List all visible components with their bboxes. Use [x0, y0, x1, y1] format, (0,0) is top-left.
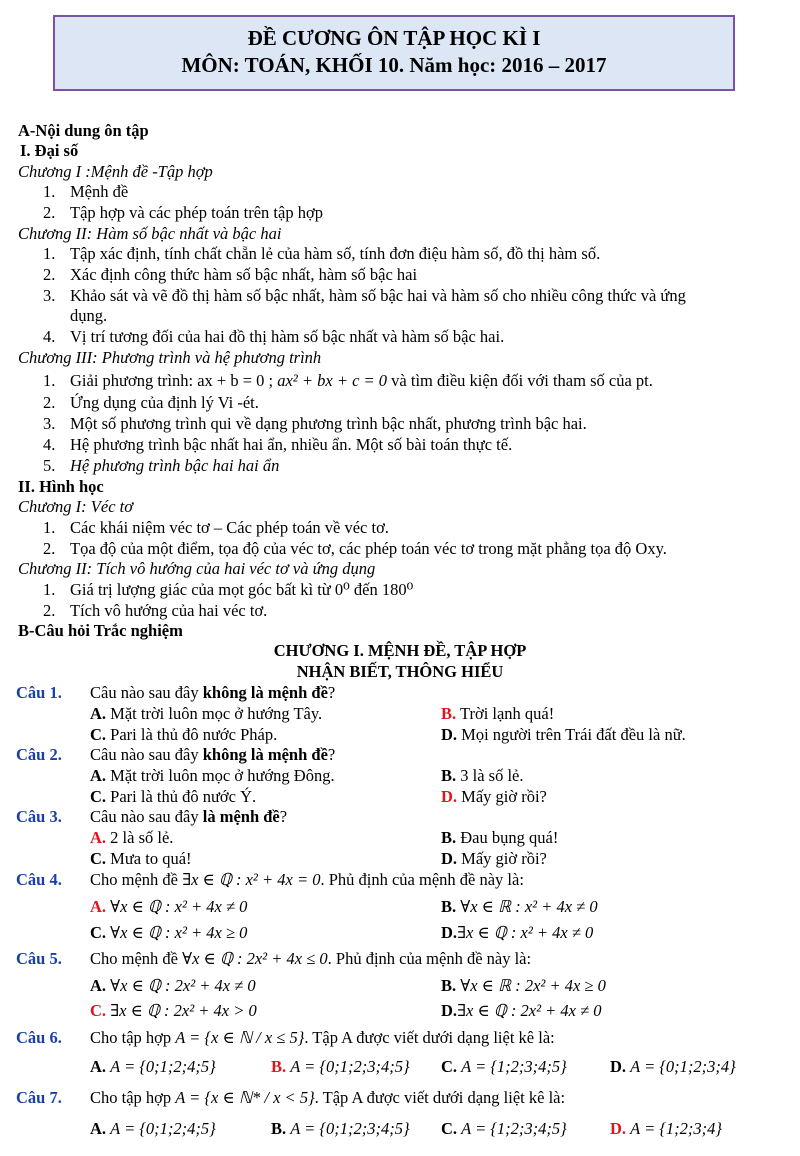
option-letter: B.: [271, 1119, 287, 1138]
option-formula: A = {1;2;3;4;5}: [461, 1119, 567, 1138]
question-label: Câu 3.: [16, 807, 62, 826]
option-b[interactable]: [271, 1119, 410, 1139]
option-letter: B.: [441, 766, 457, 785]
answer-letter: A.: [90, 897, 107, 916]
option-letter: A.: [90, 766, 107, 785]
question-text: [90, 745, 335, 765]
list-item: Ứng dụng của định lý Vi -ét.: [70, 393, 259, 412]
option-formula: ∀x ∈ ℝ : 2x² + 4x ≥ 0: [460, 976, 606, 995]
option-text: Đau bụng quá!: [460, 828, 559, 847]
list-item: Hệ phương trình bậc nhất hai ẩn, nhiều ẩn. Một số bài toán thực tế.: [70, 435, 513, 454]
option-a[interactable]: [90, 976, 256, 996]
option-text: Pari là thủ đô nước Pháp.: [110, 725, 278, 744]
option-d[interactable]: [441, 923, 593, 943]
geometry-chapter-2-title: Chương II: Tích vô hướng của hai véc tơ và ứng dụng: [18, 559, 376, 578]
question-suffix: . Phủ định của mệnh đề này là:: [320, 870, 524, 889]
answer-letter: C.: [90, 1001, 107, 1020]
option-formula: A = {0;1;2;3;4}: [630, 1057, 736, 1076]
list-number: 1.: [43, 518, 56, 537]
option-letter: C.: [90, 923, 107, 942]
chapter-2-title: Chương II: Hàm số bậc nhất và bậc hai: [18, 224, 282, 243]
option-formula: ∀x ∈ ℚ : x² + 4x ≠ 0: [110, 897, 248, 916]
chapter-heading: CHƯƠNG I. MỆNH ĐỀ, TẬP HỢP: [273, 641, 527, 660]
option-formula: A = {1;2;3;4}: [630, 1119, 723, 1138]
option-a[interactable]: [90, 704, 322, 724]
option-letter: A.: [90, 976, 107, 995]
question-formula: ∃x ∈ ℚ : x² + 4x = 0: [182, 870, 321, 889]
option-letter: D.: [441, 725, 458, 744]
list-number: 2.: [43, 539, 56, 558]
question-text: [90, 1088, 565, 1108]
question-formula: ∀x ∈ ℚ : 2x² + 4x ≤ 0: [182, 949, 328, 968]
option-letter: C.: [90, 787, 107, 806]
list-item: Các khái niệm véc tơ – Các phép toán về véc tơ.: [70, 518, 389, 537]
question-prefix: Câu nào sau đây: [90, 745, 203, 764]
option-c[interactable]: [90, 849, 192, 869]
option-letter: C.: [90, 849, 107, 868]
list-number: 2.: [43, 265, 56, 284]
list-item: Khảo sát và vẽ đồ thị hàm số bậc nhất, hàm số bậc hai và hàm số cho nhiều công thức và ứng: [70, 286, 686, 305]
option-c[interactable]: [441, 1057, 567, 1077]
option-a[interactable]: [90, 1057, 216, 1077]
item-text: Giải phương trình: ax + b = 0 ;: [70, 371, 274, 390]
option-a[interactable]: [90, 1119, 216, 1139]
list-item: Tích vô hướng của hai véc tơ.: [70, 601, 268, 620]
question-emphasis: không là mệnh đề: [202, 745, 328, 764]
chapter-3-title: Chương III: Phương trình và hệ phương trình: [18, 348, 322, 367]
question-label: Câu 2.: [16, 745, 62, 764]
option-a[interactable]: [90, 828, 173, 848]
option-formula: ∀x ∈ ℚ : 2x² + 4x ≠ 0: [110, 976, 256, 995]
question-suffix: ?: [327, 683, 336, 702]
list-item: Mệnh đề: [70, 182, 129, 201]
option-text: Mấy giờ rồi?: [461, 849, 547, 868]
geometry-chapter-1-title: Chương I: Véc tơ: [18, 497, 134, 516]
question-text: [90, 683, 335, 703]
answer-letter: B.: [271, 1057, 287, 1076]
option-letter: B.: [441, 976, 457, 995]
list-number: 1.: [43, 244, 56, 263]
option-letter: D.: [441, 849, 458, 868]
option-formula: A = {0;1;2;4;5}: [110, 1119, 216, 1138]
question-text: [90, 949, 531, 969]
option-letter: B.: [441, 828, 457, 847]
option-letter: C.: [90, 725, 107, 744]
option-formula: A = {0;1;2;3;4;5}: [290, 1119, 410, 1138]
section-a-heading: A-Nội dung ôn tập: [18, 121, 149, 140]
equation: ax² + bx + c = 0: [277, 371, 388, 390]
question-prefix: Câu nào sau đây: [90, 807, 203, 826]
option-text: Mưa to quá!: [110, 849, 192, 868]
question-emphasis: không là mệnh đề: [202, 683, 328, 702]
option-formula: ∃x ∈ ℚ : 2x² + 4x > 0: [110, 1001, 257, 1020]
question-emphasis: là mệnh đề: [202, 807, 280, 826]
list-item: Hệ phương trình bậc hai hai ẩn: [70, 456, 280, 475]
option-letter: B.: [441, 897, 457, 916]
option-formula: A = {0;1;2;4;5}: [110, 1057, 216, 1076]
list-item: Một số phương trình qui về dạng phương trình bậc nhất, phương trình bậc hai.: [70, 414, 587, 433]
option-b[interactable]: [271, 1057, 410, 1077]
option-text: Mấy giờ rồi?: [461, 787, 547, 806]
list-item: Vị trí tương đối của hai đồ thị hàm số bậc nhất và hàm số bậc hai.: [70, 327, 505, 346]
chapter-1-title: Chương I :Mệnh đề -Tập hợp: [18, 162, 213, 181]
option-c[interactable]: [441, 1119, 567, 1139]
option-letter: C.: [441, 1119, 458, 1138]
option-b[interactable]: [441, 828, 558, 848]
option-b[interactable]: [441, 704, 554, 724]
question-label: Câu 4.: [16, 870, 62, 889]
list-number: 1.: [43, 580, 56, 599]
list-number: 4.: [43, 435, 56, 454]
answer-letter: B.: [441, 704, 457, 723]
option-letter: A.: [90, 704, 107, 723]
question-suffix: . Tập A được viết dưới dạng liệt kê là:: [314, 1088, 566, 1107]
part-i-heading: I. Đại số: [20, 141, 79, 160]
option-formula: A = {1;2;3;4;5}: [461, 1057, 567, 1076]
list-item: Tọa độ của một điểm, tọa độ của véc tơ, các phép toán véc tơ trong mặt phẳng tọa độ Oxy.: [70, 539, 667, 558]
question-suffix: . Phủ định của mệnh đề này là:: [327, 949, 532, 968]
option-formula: A = {0;1;2;3;4;5}: [290, 1057, 410, 1076]
option-letter: A.: [90, 1119, 107, 1138]
question-suffix: . Tập A được viết dưới dạng liệt kê là:: [304, 1028, 555, 1047]
question-formula: A = {x ∈ ℕ* / x < 5}: [175, 1088, 315, 1107]
question-prefix: Cho tập hợp: [90, 1028, 176, 1047]
option-c[interactable]: [90, 923, 247, 943]
answer-letter: D.: [610, 1119, 627, 1138]
document-title: ĐỀ CƯƠNG ÔN TẬP HỌC KÌ I: [247, 26, 541, 50]
list-item-continued: dụng.: [70, 306, 108, 325]
level-heading: NHẬN BIẾT, THÔNG HIỂU: [296, 662, 504, 681]
option-text: Pari là thủ đô nước Ý.: [110, 787, 257, 806]
question-label: Câu 7.: [16, 1088, 62, 1107]
option-d[interactable]: [441, 787, 547, 807]
question-text: [90, 1028, 555, 1048]
option-letter: D.: [441, 923, 458, 942]
list-item: [70, 371, 653, 391]
question-prefix: Cho mệnh đề: [90, 949, 183, 968]
question-text: [90, 807, 287, 827]
option-letter: C.: [441, 1057, 458, 1076]
option-letter: A.: [90, 1057, 107, 1076]
question-suffix: ?: [327, 745, 336, 764]
option-c[interactable]: [90, 1001, 257, 1021]
option-text: 3 là số lẻ.: [460, 766, 524, 785]
option-text: Trời lạnh quá!: [459, 704, 555, 723]
part-ii-heading: II. Hình học: [18, 477, 104, 496]
answer-letter: A.: [90, 828, 107, 847]
option-d[interactable]: [441, 849, 547, 869]
question-formula: A = {x ∈ ℕ / x ≤ 5}: [175, 1028, 305, 1047]
option-c[interactable]: [90, 787, 256, 807]
option-c[interactable]: [90, 725, 277, 745]
question-text: [90, 870, 524, 890]
option-letter: D.: [441, 1001, 458, 1020]
option-formula: ∃x ∈ ℚ : 2x² + 4x ≠ 0: [457, 1001, 602, 1020]
option-text: Mặt trời luôn mọc ở hướng Tây.: [110, 704, 323, 723]
list-item: Tập xác định, tính chất chẵn lẻ của hàm số, tính đơn điệu hàm số, đồ thị hàm số.: [70, 244, 601, 263]
option-b[interactable]: [441, 897, 598, 917]
question-prefix: Cho mệnh đề: [90, 870, 183, 889]
list-number: 2.: [43, 601, 56, 620]
list-number: 5.: [43, 456, 56, 475]
option-formula: ∃x ∈ ℚ : x² + 4x ≠ 0: [457, 923, 594, 942]
document-subtitle: MÔN: TOÁN, KHỐI 10. Năm học: 2016 – 2017: [181, 53, 607, 77]
option-b[interactable]: [441, 976, 606, 996]
list-number: 4.: [43, 327, 56, 346]
list-number: 1.: [43, 371, 56, 390]
answer-letter: D.: [441, 787, 458, 806]
option-text: Mọi người trên Trái đất đều là nữ.: [461, 725, 686, 744]
list-number: 3.: [43, 286, 56, 305]
option-formula: ∀x ∈ ℝ : x² + 4x ≠ 0: [460, 897, 598, 916]
list-number: 1.: [43, 182, 56, 201]
option-d[interactable]: [610, 1119, 722, 1139]
option-a[interactable]: [90, 897, 247, 917]
question-label: Câu 5.: [16, 949, 62, 968]
option-formula: ∀x ∈ ℚ : x² + 4x ≥ 0: [110, 923, 248, 942]
list-number: 2.: [43, 203, 56, 222]
option-letter: D.: [610, 1057, 627, 1076]
list-number: 2.: [43, 393, 56, 412]
option-d[interactable]: [441, 1001, 602, 1021]
section-b-heading: B-Câu hỏi Trắc nghiệm: [18, 621, 183, 640]
question-suffix: ?: [279, 807, 288, 826]
list-item: Tập hợp và các phép toán trên tập hợp: [70, 203, 323, 222]
option-b[interactable]: [441, 766, 524, 786]
question-prefix: Câu nào sau đây: [90, 683, 203, 702]
option-d[interactable]: [441, 725, 686, 745]
question-label: Câu 6.: [16, 1028, 62, 1047]
document-title-box: [53, 15, 735, 91]
list-number: 3.: [43, 414, 56, 433]
option-d[interactable]: [610, 1057, 736, 1077]
question-prefix: Cho tập hợp: [90, 1088, 176, 1107]
item-text: và tìm điều kiện đối với tham số của pt.: [391, 371, 653, 390]
option-text: 2 là số lẻ.: [110, 828, 174, 847]
option-a[interactable]: [90, 766, 335, 786]
question-label: Câu 1.: [16, 683, 62, 702]
list-item: Xác định công thức hàm số bậc nhất, hàm số bậc hai: [70, 265, 418, 284]
list-item: Giá trị lượng giác của mọt góc bất kì từ 0⁰ đến 180⁰: [70, 580, 414, 599]
option-text: Mặt trời luôn mọc ở hướng Đông.: [110, 766, 335, 785]
